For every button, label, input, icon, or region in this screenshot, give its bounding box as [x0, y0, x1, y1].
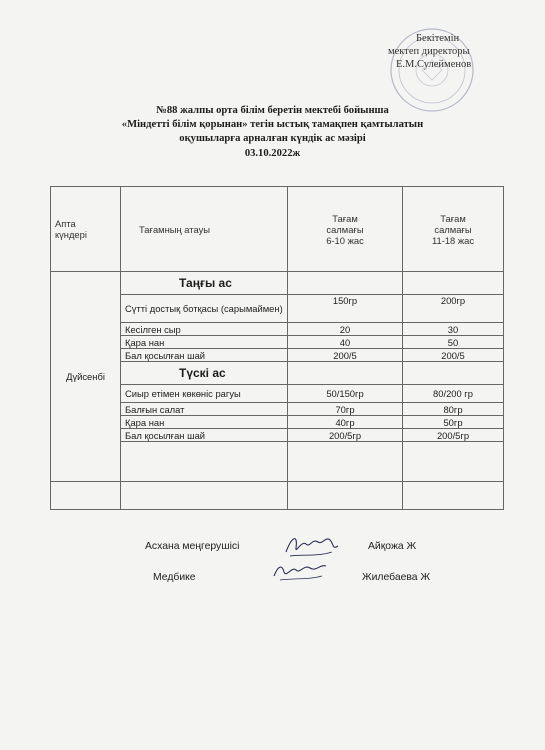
weight-6-10: 40	[288, 336, 403, 349]
nurse-signature	[270, 558, 330, 584]
empty-cell	[288, 272, 403, 295]
nurse-name: Жилебаева Ж	[362, 572, 431, 583]
chef-signature	[282, 530, 340, 560]
weight-6-10: 50/150гр	[288, 385, 403, 403]
empty-row	[51, 482, 504, 510]
title-line-2: «Міндетті білім қорынан» тегін ыстық тамақпен қамтылатын	[121, 119, 424, 131]
header-w2-line-2: салмағы	[434, 223, 472, 235]
empty-cell	[121, 442, 288, 482]
weight-11-18: 80/200 гр	[403, 385, 504, 403]
empty-cell	[288, 442, 403, 482]
header-w2-line-1: Тағам	[440, 212, 466, 224]
empty-cell	[403, 362, 504, 385]
empty-cell	[288, 482, 403, 510]
menu-table	[50, 186, 504, 510]
weight-6-10: 150гр	[288, 295, 403, 323]
approval-line-3: Е.М.Сулейменов	[396, 59, 472, 70]
header-w1-line-1: Тағам	[332, 212, 358, 224]
empty-cell	[121, 482, 288, 510]
dish-name: Бал қосылған шай	[121, 429, 288, 442]
header-day	[51, 187, 121, 272]
day-cell: Дүйсенбі	[51, 272, 121, 482]
approval-line-1: Бекітемін	[416, 33, 460, 44]
weight-6-10: 20	[288, 323, 403, 336]
weight-6-10: 200/5	[288, 349, 403, 362]
weight-11-18: 200/5гр	[403, 429, 504, 442]
approval-line-2: мектеп директоры	[388, 46, 470, 57]
header-weight-11-18	[403, 187, 504, 272]
empty-cell	[51, 482, 121, 510]
header-weight-6-10	[288, 187, 403, 272]
chef-name: Айқожа Ж	[368, 541, 417, 552]
weight-11-18: 50гр	[403, 416, 504, 429]
chef-role: Асхана меңгерушісі	[145, 541, 240, 552]
weight-6-10: 200/5гр	[288, 429, 403, 442]
header-w2-line-3: 11-18 жас	[431, 234, 475, 246]
empty-cell	[403, 272, 504, 295]
empty-cell	[403, 482, 504, 510]
dish-name: Қара нан	[121, 336, 288, 349]
approval-block	[388, 32, 538, 71]
weight-11-18: 200гр	[403, 295, 504, 323]
title-line-1: №88 жалпы орта білім беретін мектебі бойынша	[156, 105, 389, 116]
weight-11-18: 200/5	[403, 349, 504, 362]
dish-name: Кесілген сыр	[121, 323, 288, 336]
empty-cell	[288, 362, 403, 385]
weight-11-18: 80гр	[403, 403, 504, 416]
nurse-role: Медбике	[153, 572, 196, 583]
breakfast-title: Таңғы ас	[121, 272, 288, 295]
dish-name: Балғын салат	[121, 403, 288, 416]
dish-name: Бал қосылған шай	[121, 349, 288, 362]
title-line-3: оқушыларға арналған күндік ас мәзірі	[179, 133, 366, 145]
header-w1-line-3: 6-10 жас	[326, 234, 364, 246]
weight-6-10: 70гр	[288, 403, 403, 416]
header-dish-name-text: Тағамның атауы	[139, 223, 211, 235]
title-date: 03.10.2022ж	[244, 147, 301, 159]
lunch-title: Түскі ас	[121, 362, 288, 385]
breakfast-section-row	[51, 272, 504, 295]
dish-name: Сиыр етімен көкөніс рагуы	[121, 385, 288, 403]
empty-cell	[403, 442, 504, 482]
weight-11-18: 30	[403, 323, 504, 336]
header-w1-line-2: салмағы	[326, 223, 364, 235]
table-header-row	[51, 187, 504, 272]
dish-name: Қара нан	[121, 416, 288, 429]
weight-11-18: 50	[403, 336, 504, 349]
header-day-line-1: Апта	[55, 218, 76, 229]
header-dish-name	[121, 187, 288, 272]
header-day-line-2: күндері	[55, 229, 87, 240]
weight-6-10: 40гр	[288, 416, 403, 429]
document-title	[60, 104, 485, 161]
dish-name: Сүтті достық ботқасы (сарымаймен)	[121, 295, 288, 323]
